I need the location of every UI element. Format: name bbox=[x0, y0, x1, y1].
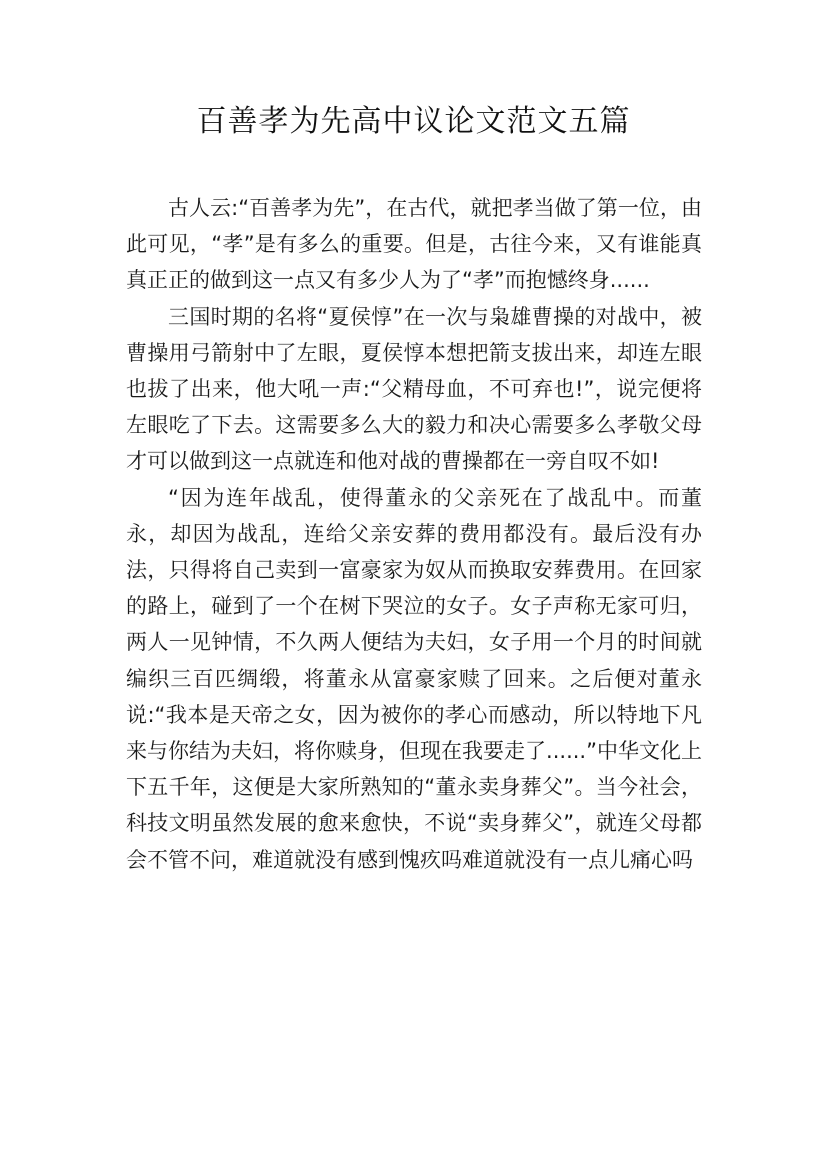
document-body bbox=[126, 190, 702, 878]
paragraph-3: “因为连年战乱，使得董永的父亲死在了战乱中。而董永，却因为战乱，连给父亲安葬的费用都没有。最后没有办法，只得将自己卖到一富豪家为奴从而换取安葬费用。在回家的路上，碰到了一个在树下哭泣的女子。女子声称无家可归，两人一见钟情，不久两人便结为夫妇，女子用一个月的时间就编织三百匹绸缎，将董永从富豪家赎了回来。之后便对董永说:“我本是天帝之女，因为被你的孝心而感动，所以特地下凡来与你结为夫妇，将你赎身，但现在我要走了......”中华文化上下五千年，这便是大家所熟知的“董永卖身葬父”。当今社会，科技文明虽然发展的愈来愈快，不说“卖身葬父”，就连父母都会不管不问，难道就没有感到愧疚吗难道就没有一点儿痛心吗 bbox=[126, 485, 702, 872]
paragraph-2: 三国时期的名将“夏侯惇”在一次与枭雄曹操的对战中，被曹操用弓箭射中了左眼，夏侯惇本想把箭支拔出来，却连左眼也拔了出来，他大吼一声:“父精母血，不可弃也!”，说完便将左眼吃了下去。这需要多么大的毅力和决心需要多么孝敬父母才可以做到这一点就连和他对战的曹操都在一旁自叹不如! bbox=[126, 304, 702, 474]
paragraph-1: 古人云:“百善孝为先”，在古代，就把孝当做了第一位，由此可见，“孝”是有多么的重要。但是，古往今来，又有谁能真真正正的做到这一点又有多少人为了“孝”而抱憾终身...... bbox=[126, 196, 702, 293]
document-title: 百善孝为先高中议论文范文五篇 bbox=[196, 104, 631, 139]
